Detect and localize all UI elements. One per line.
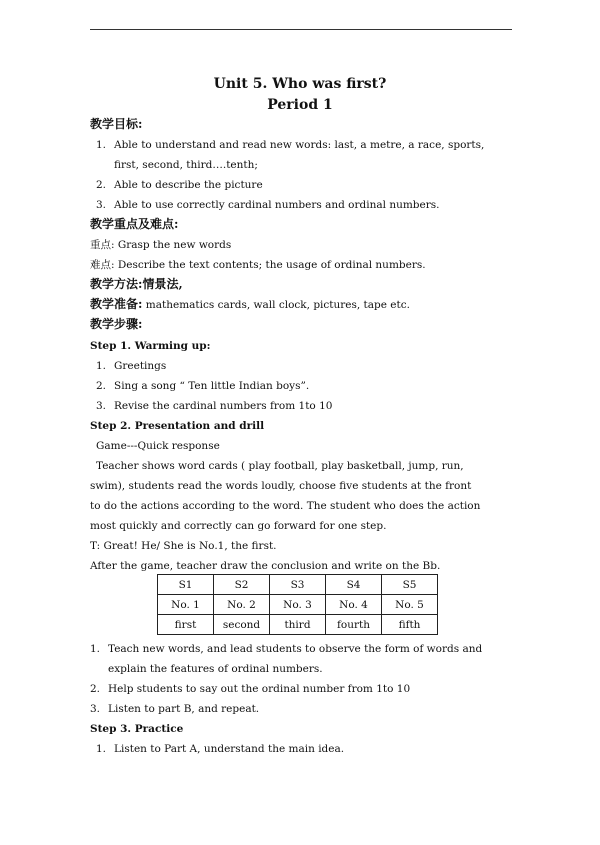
table-cell: S3	[270, 575, 326, 595]
table-cell: second	[214, 615, 270, 635]
ordinal-table	[157, 574, 438, 635]
step1-item: 2. Sing a song “ Ten little Indian boys”.	[96, 380, 310, 392]
header-rule	[90, 29, 512, 30]
table-cell: fourth	[326, 615, 382, 635]
step1-heading: Step 1. Warming up:	[90, 340, 211, 352]
table-cell: fifth	[382, 615, 438, 635]
table-cell: No. 5	[382, 595, 438, 615]
difficult-point: 难点: Describe the text contents; the usage of ordinal numbers.	[90, 259, 426, 271]
step2-item: 3. Listen to part B, and repeat.	[90, 703, 260, 715]
key-points-heading: 教学重点及难点:	[90, 217, 179, 231]
step2-heading: Step 2. Presentation and drill	[90, 420, 265, 432]
key-point: 重点: Grasp the new words	[90, 239, 232, 251]
table-cell: No. 1	[158, 595, 214, 615]
table-cell: No. 3	[270, 595, 326, 615]
objective-item: 3. Able to use correctly cardinal numbers and ordinal numbers.	[96, 199, 440, 211]
procedure-heading: 教学步骤:	[90, 317, 143, 331]
table-cell: No. 4	[326, 595, 382, 615]
game-title: Game---Quick response	[96, 440, 220, 452]
table-cell: S4	[326, 575, 382, 595]
period-title: Period 1	[267, 97, 333, 113]
after-game-line: After the game, teacher draw the conclusion and write on the Bb.	[90, 560, 441, 572]
paragraph-line: swim), students read the words loudly, choose five students at the front	[90, 480, 472, 492]
table-row	[158, 595, 438, 615]
step2-item-cont: explain the features of ordinal numbers.	[108, 663, 323, 675]
teacher-line: T: Great! He/ She is No.1, the first.	[90, 540, 277, 552]
table-cell: first	[158, 615, 214, 635]
paragraph-line: Teacher shows word cards ( play football, play basketball, jump, run,	[96, 460, 464, 472]
step1-item: 3. Revise the cardinal numbers from 1to 10	[96, 400, 333, 412]
method-line: 教学方法:情景法,	[90, 277, 183, 291]
objective-item: 1. Able to understand and read new words: last, a metre, a race, sports,	[96, 139, 485, 151]
objective-item-cont: first, second, third….tenth;	[114, 159, 258, 171]
paragraph-line: to do the actions according to the word. The student who does the action	[90, 500, 481, 512]
step2-item: 2. Help students to say out the ordinal number from 1to 10	[90, 683, 411, 695]
table-cell: third	[270, 615, 326, 635]
table-cell: No. 2	[214, 595, 270, 615]
step3-item: 1. Listen to Part A, understand the main idea.	[96, 743, 345, 755]
table-cell: S5	[382, 575, 438, 595]
preparation-line: 教学准备: mathematics cards, wall clock, pictures, tape etc.	[90, 297, 410, 311]
table-row	[158, 575, 438, 595]
step3-heading: Step 3. Practice	[90, 723, 184, 735]
lesson-title: Unit 5. Who was first?	[213, 76, 387, 92]
objectives-heading: 教学目标:	[90, 117, 143, 131]
step2-item: 1. Teach new words, and lead students to observe the form of words and	[90, 643, 483, 655]
table-cell: S2	[214, 575, 270, 595]
objective-item: 2. Able to describe the picture	[96, 179, 263, 191]
table-cell: S1	[158, 575, 214, 595]
table-row	[158, 615, 438, 635]
step1-item: 1. Greetings	[96, 360, 167, 372]
paragraph-line: most quickly and correctly can go forward for one step.	[90, 520, 387, 532]
